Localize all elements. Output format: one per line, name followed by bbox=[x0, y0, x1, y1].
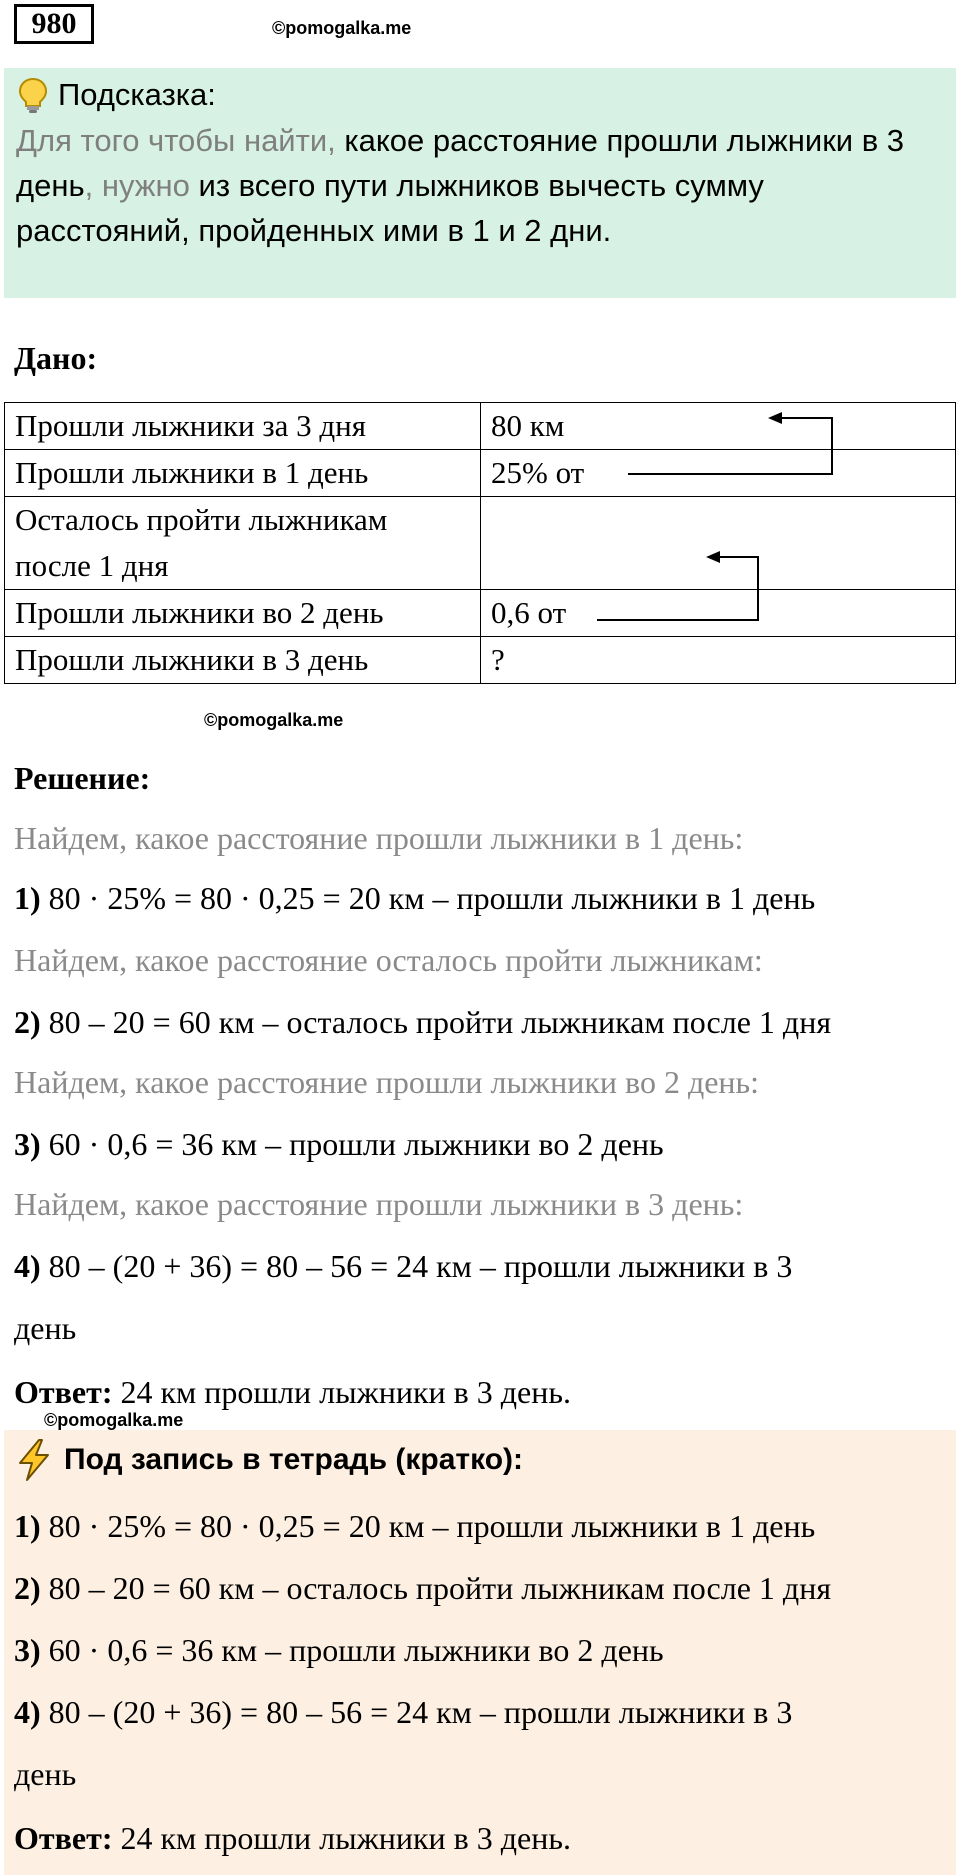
answer-text: 24 км прошли лыжники в 3 день. bbox=[120, 1820, 571, 1856]
given-label: Осталось пройти лыжникам после 1 дня bbox=[5, 497, 481, 590]
step-2-comment: Найдем, какое расстояние осталось пройти лыжникам: bbox=[14, 942, 763, 978]
given-label: Прошли лыжники в 1 день bbox=[5, 450, 481, 497]
step-3-comment: Найдем, какое расстояние прошли лыжники во 2 день: bbox=[14, 1064, 760, 1100]
notebook-step-4 bbox=[14, 1692, 792, 1732]
answer bbox=[14, 1372, 571, 1412]
step-4-comment: Найдем, какое расстояние прошли лыжники в 3 день: bbox=[14, 1186, 744, 1222]
notebook-step-3 bbox=[14, 1630, 664, 1670]
notebook-title-row bbox=[14, 1438, 523, 1482]
step-number: 4) bbox=[14, 1248, 41, 1284]
step-1 bbox=[14, 878, 815, 918]
step-number: 3) bbox=[14, 1126, 41, 1162]
step-1-comment: Найдем, какое расстояние прошли лыжники в 1 день: bbox=[14, 820, 744, 856]
step-text: 80 – 20 = 60 км – осталось пройти лыжникам после 1 дня bbox=[48, 1570, 832, 1606]
hint-title: Подсказка: bbox=[58, 77, 216, 112]
watermark-middle: ©pomogalka.me bbox=[204, 710, 344, 730]
given-title: Дано: bbox=[14, 340, 98, 376]
hint-part-1: Для того чтобы найти, bbox=[16, 123, 345, 158]
given-label: Прошли лыжники во 2 день bbox=[5, 590, 481, 637]
step-text: 80 – 20 = 60 км – осталось пройти лыжникам после 1 дня bbox=[48, 1004, 832, 1040]
given-label: Прошли лыжники в 3 день bbox=[5, 637, 481, 684]
step-4 bbox=[14, 1246, 792, 1286]
given-label: Прошли лыжники за 3 дня bbox=[5, 403, 481, 450]
step-2 bbox=[14, 1002, 831, 1042]
hint-part-3: , нужно bbox=[84, 168, 199, 203]
notebook-title: Под запись в тетрадь (кратко): bbox=[64, 1443, 524, 1476]
given-value: 25% от bbox=[481, 450, 956, 497]
step-text: 80 · 25% = 80 · 0,25 = 20 км – прошли лыжники в 1 день bbox=[48, 880, 816, 916]
step-text: 80 – (20 + 36) = 80 – 56 = 24 км – прошли лыжники в 3 bbox=[48, 1248, 793, 1284]
arrow-icon bbox=[628, 418, 832, 474]
given-value: ? bbox=[481, 637, 956, 684]
arrow-icon bbox=[597, 557, 758, 620]
step-text: 60 · 0,6 = 36 км – прошли лыжники во 2 день bbox=[48, 1632, 664, 1668]
step-4-continuation: день bbox=[14, 1310, 77, 1346]
notebook-step-2 bbox=[14, 1568, 831, 1608]
notebook-step-4-continuation: день bbox=[14, 1756, 77, 1792]
answer-label: Ответ: bbox=[14, 1820, 113, 1856]
hint-part-2: какое расстояние прошли лыжники в 3 день bbox=[16, 123, 905, 203]
step-text: 60 · 0,6 = 36 км – прошли лыжники во 2 день bbox=[48, 1126, 664, 1162]
notebook-answer bbox=[14, 1818, 571, 1858]
watermark-bottom: ©pomogalka.me bbox=[44, 1410, 184, 1430]
given-value: 0,6 от bbox=[481, 590, 956, 637]
relation-arrows bbox=[0, 0, 960, 720]
hint-part-4: из всего пути лыжников вычесть сумму расстояний, пройденных ими в 1 и 2 дни. bbox=[16, 168, 764, 248]
solution-title: Решение: bbox=[14, 760, 151, 796]
lightning-icon bbox=[14, 1438, 54, 1482]
arrow-head-icon bbox=[768, 412, 782, 424]
arrow-head-icon bbox=[706, 551, 720, 563]
given-value: 80 км bbox=[481, 403, 956, 450]
step-text: 80 – (20 + 36) = 80 – 56 = 24 км – прошли лыжники в 3 bbox=[48, 1694, 793, 1730]
step-number: 2) bbox=[14, 1004, 41, 1040]
step-number: 3) bbox=[14, 1632, 41, 1668]
step-number: 1) bbox=[14, 880, 41, 916]
answer-label: Ответ: bbox=[14, 1374, 113, 1410]
step-text: 80 · 25% = 80 · 0,25 = 20 км – прошли лыжники в 1 день bbox=[48, 1508, 816, 1544]
task-number: 980 bbox=[14, 4, 94, 44]
watermark-top: ©pomogalka.me bbox=[272, 18, 412, 38]
step-number: 1) bbox=[14, 1508, 41, 1544]
answer-text: 24 км прошли лыжники в 3 день. bbox=[120, 1374, 571, 1410]
notebook-step-1 bbox=[14, 1506, 815, 1546]
step-number: 2) bbox=[14, 1570, 41, 1606]
step-number: 4) bbox=[14, 1694, 41, 1730]
step-3 bbox=[14, 1124, 664, 1164]
